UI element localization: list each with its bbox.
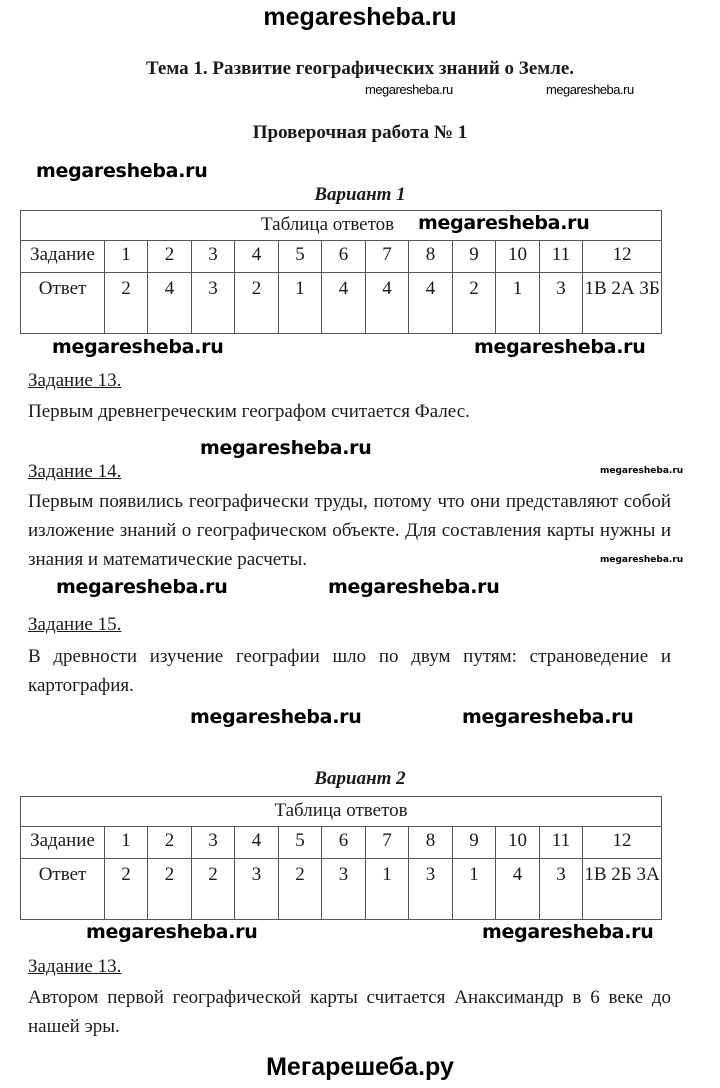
answer-cell: 4 bbox=[496, 859, 540, 920]
task-14-answer: Первым появились географически труды, потому что они представляют собой изложение знаний о географическом объекте. Для составления карты нужны и знания и математические расчеты. bbox=[28, 491, 671, 570]
answer-cell: 2 bbox=[192, 859, 235, 920]
site-footer-watermark: Мегарешеба.ру bbox=[266, 1053, 454, 1081]
task-15-heading: Задание 15. bbox=[28, 614, 122, 635]
answer-cell: 4 bbox=[322, 273, 366, 334]
variant-2-title: Вариант 2 bbox=[314, 768, 406, 789]
task-number: 2 bbox=[148, 241, 192, 273]
watermark: megaresheba.ru bbox=[365, 82, 453, 97]
task-number: 2 bbox=[148, 827, 192, 859]
table-row-tasks bbox=[21, 827, 662, 859]
table-row-tasks bbox=[21, 241, 662, 273]
table-caption: Таблица ответов bbox=[21, 211, 662, 241]
answer-cell: 4 bbox=[409, 273, 453, 334]
watermark: megaresheba.ru bbox=[600, 555, 684, 565]
answers-table-variant-2 bbox=[20, 796, 662, 920]
task-14-heading: Задание 14. bbox=[28, 461, 122, 482]
task-number: 1 bbox=[105, 241, 148, 273]
variant-2-task-13-heading: Задание 13. bbox=[28, 956, 122, 977]
answer-cell: 2 bbox=[148, 859, 192, 920]
answer-cell: 1 bbox=[279, 273, 322, 334]
variant-1-title: Вариант 1 bbox=[314, 184, 406, 205]
task-number: 4 bbox=[235, 241, 279, 273]
watermark: megaresheba.ru bbox=[462, 706, 634, 728]
variant-2-task-13-answer: Автором первой географической карты считается Анаксимандр в 6 веке до нашей эры. bbox=[28, 987, 671, 1037]
table-row-answers bbox=[21, 273, 662, 334]
answer-cell: 2 bbox=[453, 273, 496, 334]
task-number: 5 bbox=[279, 241, 322, 273]
watermark: megaresheba.ru bbox=[418, 212, 590, 234]
answer-cell: 4 bbox=[366, 273, 409, 334]
answer-cell: 1В 2Б 3А bbox=[583, 859, 662, 920]
watermark: megaresheba.ru bbox=[36, 160, 208, 182]
answer-cell: 2 bbox=[105, 859, 148, 920]
task-15-answer: В древности изучение географии шло по двум путям: страноведение и картография. bbox=[28, 646, 671, 696]
task-13-heading: Задание 13. bbox=[28, 370, 122, 391]
watermark: megaresheba.ru bbox=[328, 576, 500, 598]
watermark: megaresheba.ru bbox=[482, 921, 654, 943]
answer-cell: 3 bbox=[409, 859, 453, 920]
watermark: megaresheba.ru bbox=[546, 82, 634, 97]
task-number: 11 bbox=[540, 827, 583, 859]
answer-cell: 3 bbox=[322, 859, 366, 920]
watermark: megaresheba.ru bbox=[200, 437, 372, 459]
watermark: megaresheba.ru bbox=[600, 466, 684, 476]
task-number: 7 bbox=[366, 827, 409, 859]
topic-title: Тема 1. Развитие географических знаний о Земле. bbox=[145, 58, 575, 79]
answer-cell: 1 bbox=[496, 273, 540, 334]
task-number: 3 bbox=[192, 241, 235, 273]
answer-cell: 2 bbox=[105, 273, 148, 334]
table-caption: Таблица ответов bbox=[21, 797, 662, 827]
watermark: megaresheba.ru bbox=[474, 336, 646, 358]
task-number: 10 bbox=[496, 241, 540, 273]
watermark: megaresheba.ru bbox=[52, 336, 224, 358]
row-label: Ответ bbox=[21, 273, 105, 334]
answer-cell: 4 bbox=[148, 273, 192, 334]
answer-cell: 3 bbox=[540, 273, 583, 334]
task-number: 6 bbox=[322, 241, 366, 273]
watermark: megaresheba.ru bbox=[86, 921, 258, 943]
task-number: 9 bbox=[453, 827, 496, 859]
task-number: 10 bbox=[496, 827, 540, 859]
task-13-answer: Первым древнегреческим географом считается Фалес. bbox=[28, 401, 470, 422]
answer-cell: 3 bbox=[192, 273, 235, 334]
answer-cell: 3 bbox=[540, 859, 583, 920]
watermark: megaresheba.ru bbox=[56, 576, 228, 598]
row-label: Задание bbox=[21, 827, 105, 859]
task-number: 8 bbox=[409, 241, 453, 273]
row-label: Задание bbox=[21, 241, 105, 273]
task-number: 5 bbox=[279, 827, 322, 859]
task-number: 4 bbox=[235, 827, 279, 859]
task-number: 12 bbox=[583, 827, 662, 859]
watermark: megaresheba.ru bbox=[190, 706, 362, 728]
site-header-watermark: megaresheba.ru bbox=[263, 3, 457, 31]
row-label: Ответ bbox=[21, 859, 105, 920]
task-number: 3 bbox=[192, 827, 235, 859]
task-number: 7 bbox=[366, 241, 409, 273]
task-number: 12 bbox=[583, 241, 662, 273]
task-number: 9 bbox=[453, 241, 496, 273]
work-title: Проверочная работа № 1 bbox=[252, 122, 468, 143]
table-row-answers bbox=[21, 859, 662, 920]
answer-cell: 1 bbox=[366, 859, 409, 920]
answer-cell: 1 bbox=[453, 859, 496, 920]
task-number: 1 bbox=[105, 827, 148, 859]
task-number: 8 bbox=[409, 827, 453, 859]
answer-cell: 1В 2А 3Б bbox=[583, 273, 662, 334]
answer-cell: 2 bbox=[235, 273, 279, 334]
answer-cell: 3 bbox=[235, 859, 279, 920]
answer-cell: 2 bbox=[279, 859, 322, 920]
task-number: 6 bbox=[322, 827, 366, 859]
task-number: 11 bbox=[540, 241, 583, 273]
